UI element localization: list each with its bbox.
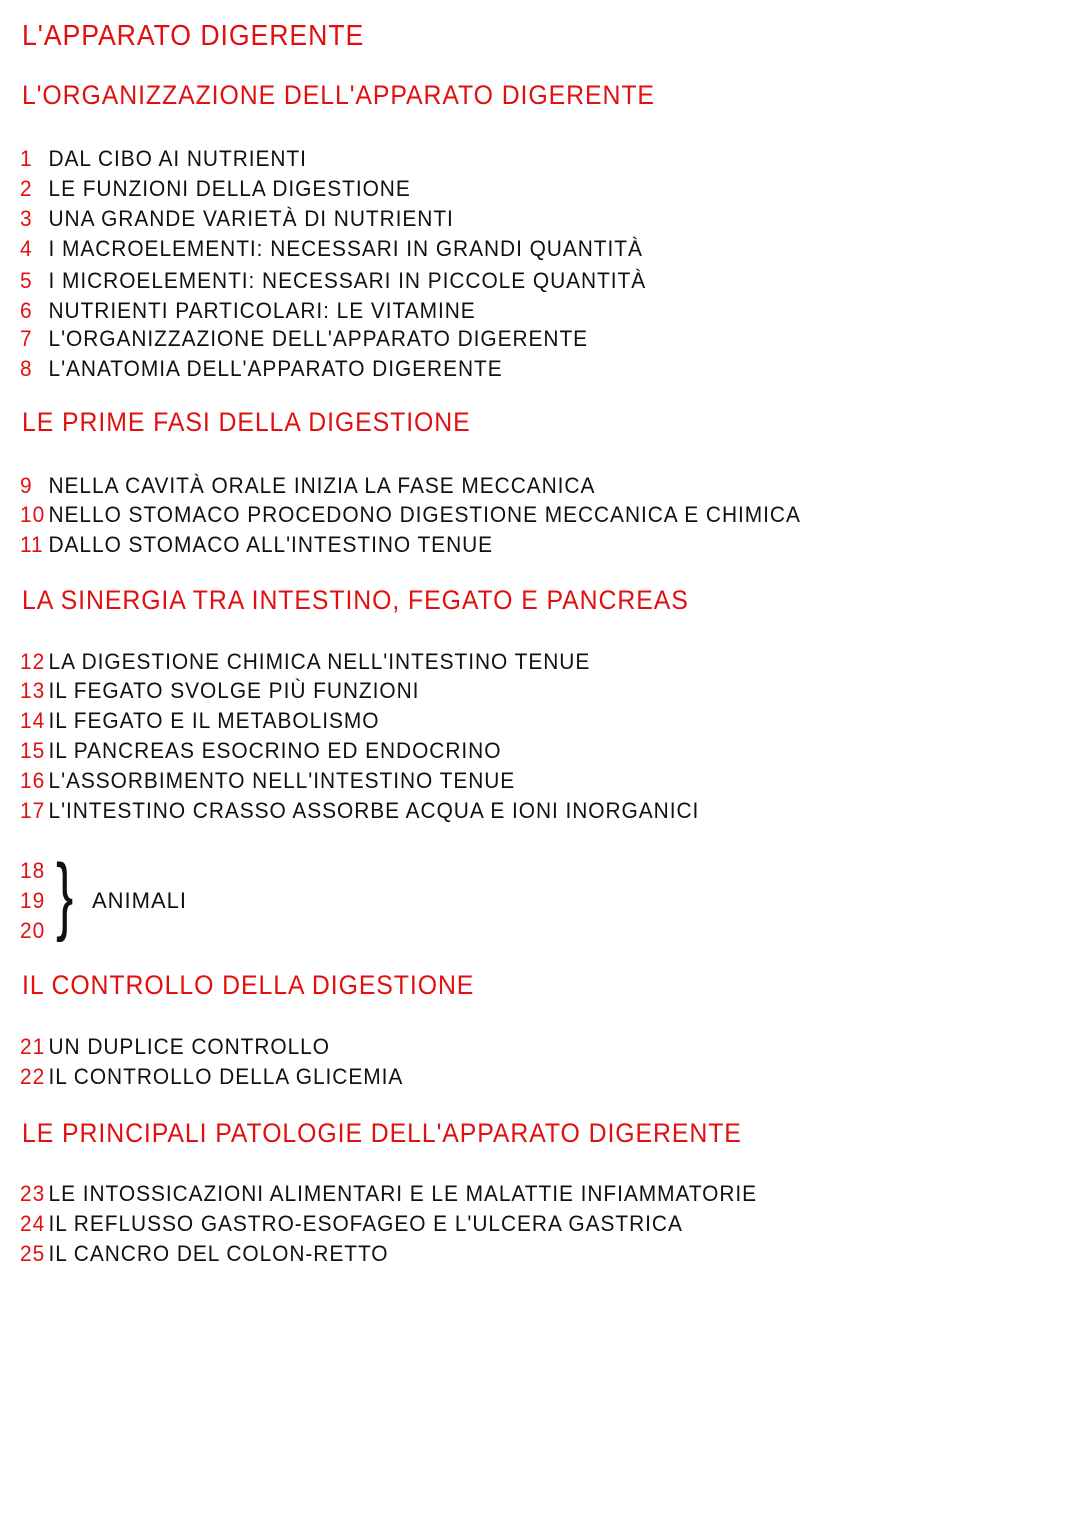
item-text: LA DIGESTIONE CHIMICA NELL'INTESTINO TENUE [48,649,591,674]
item-text: L'ASSORBIMENTO NELL'INTESTINO TENUE [48,768,516,793]
item-number: 24 [20,1211,46,1236]
item-text: L'ORGANIZZAZIONE DELL'APPARATO DIGERENTE [48,326,589,351]
item-text: UNA GRANDE VARIETÀ DI NUTRIENTI [48,206,454,231]
item-number: 8 [20,356,33,381]
list-item [20,176,411,202]
list-item [20,268,646,294]
list-item [20,678,419,704]
item-text: IL FEGATO SVOLGE PIÙ FUNZIONI [48,678,420,703]
list-item [20,206,454,232]
list-item [20,708,379,734]
item-text: LE INTOSSICAZIONI ALIMENTARI E LE MALATTIE INFIAMMATORIE [48,1181,758,1206]
item-number: 21 [20,1034,46,1059]
item-number: 9 [20,473,33,498]
item-number: 3 [20,206,33,231]
item-text: IL CANCRO DEL COLON-RETTO [48,1241,389,1266]
section-heading: L'ORGANIZZAZIONE DELL'APPARATO DIGERENTE [22,80,655,110]
item-number: 12 [20,649,46,674]
item-number: 5 [20,268,33,293]
item-number: 22 [20,1064,46,1089]
item-text: NUTRIENTI PARTICOLARI: LE VITAMINE [48,298,476,323]
list-item [20,502,801,528]
item-number: 13 [20,678,46,703]
section-heading: LE PRIME FASI DELLA DIGESTIONE [22,407,471,437]
item-number: 1 [20,146,33,171]
item-number: 7 [20,326,33,351]
list-item [20,236,643,262]
item-text: IL REFLUSSO GASTRO-ESOFAGEO E L'ULCERA GASTRICA [48,1211,683,1236]
item-text: L'INTESTINO CRASSO ASSORBE ACQUA E IONI INORGANICI [48,798,700,823]
list-item [20,768,515,794]
list-item [20,649,590,675]
list-item [20,146,307,172]
item-number: 18 [20,858,46,883]
page-title: L'APPARATO DIGERENTE [22,20,365,52]
list-item [20,1241,389,1267]
item-text: I MICROELEMENTI: NECESSARI IN PICCOLE QUANTITÀ [48,268,647,293]
section-heading: IL CONTROLLO DELLA DIGESTIONE [22,970,475,1000]
item-number: 2 [20,176,33,201]
item-text: NELLO STOMACO PROCEDONO DIGESTIONE MECCANICA E CHIMICA [48,502,801,527]
item-number: 11 [20,532,44,557]
section-heading: LA SINERGIA TRA INTESTINO, FEGATO E PANCREAS [22,585,689,615]
item-text: LE FUNZIONI DELLA DIGESTIONE [48,176,411,201]
list-item [20,1211,683,1237]
item-number: 4 [20,236,33,261]
group-label: ANIMALI [92,888,188,913]
list-item [20,298,476,324]
item-number: 16 [20,768,46,793]
brace-icon: } [56,847,74,943]
list-item [20,326,588,352]
item-text: IL PANCREAS ESOCRINO ED ENDOCRINO [48,738,502,763]
list-item [20,1064,403,1090]
item-text: I MACROELEMENTI: NECESSARI IN GRANDI QUANTITÀ [48,236,643,261]
item-number: 14 [20,708,46,733]
list-item [20,1034,330,1060]
item-number: 6 [20,298,33,323]
item-text: DAL CIBO AI NUTRIENTI [48,146,307,171]
item-text: L'ANATOMIA DELL'APPARATO DIGERENTE [48,356,503,381]
item-text: IL CONTROLLO DELLA GLICEMIA [48,1064,404,1089]
item-number: 15 [20,738,46,763]
item-number: 17 [20,798,46,823]
item-text: DALLO STOMACO ALL'INTESTINO TENUE [48,532,494,557]
list-item [20,356,503,382]
section-heading: LE PRINCIPALI PATOLOGIE DELL'APPARATO DIGERENTE [22,1118,742,1148]
item-number: 10 [20,502,46,527]
item-text: NELLA CAVITÀ ORALE INIZIA LA FASE MECCANICA [48,473,596,498]
item-number: 25 [20,1241,46,1266]
item-text: UN DUPLICE CONTROLLO [48,1034,330,1059]
item-number: 19 [20,888,46,913]
list-item [20,532,493,558]
list-item [20,473,595,499]
item-number: 23 [20,1181,46,1206]
item-text: IL FEGATO E IL METABOLISMO [48,708,380,733]
list-item [20,1181,757,1207]
list-item [20,798,699,824]
item-number: 20 [20,918,46,943]
list-item [20,738,501,764]
